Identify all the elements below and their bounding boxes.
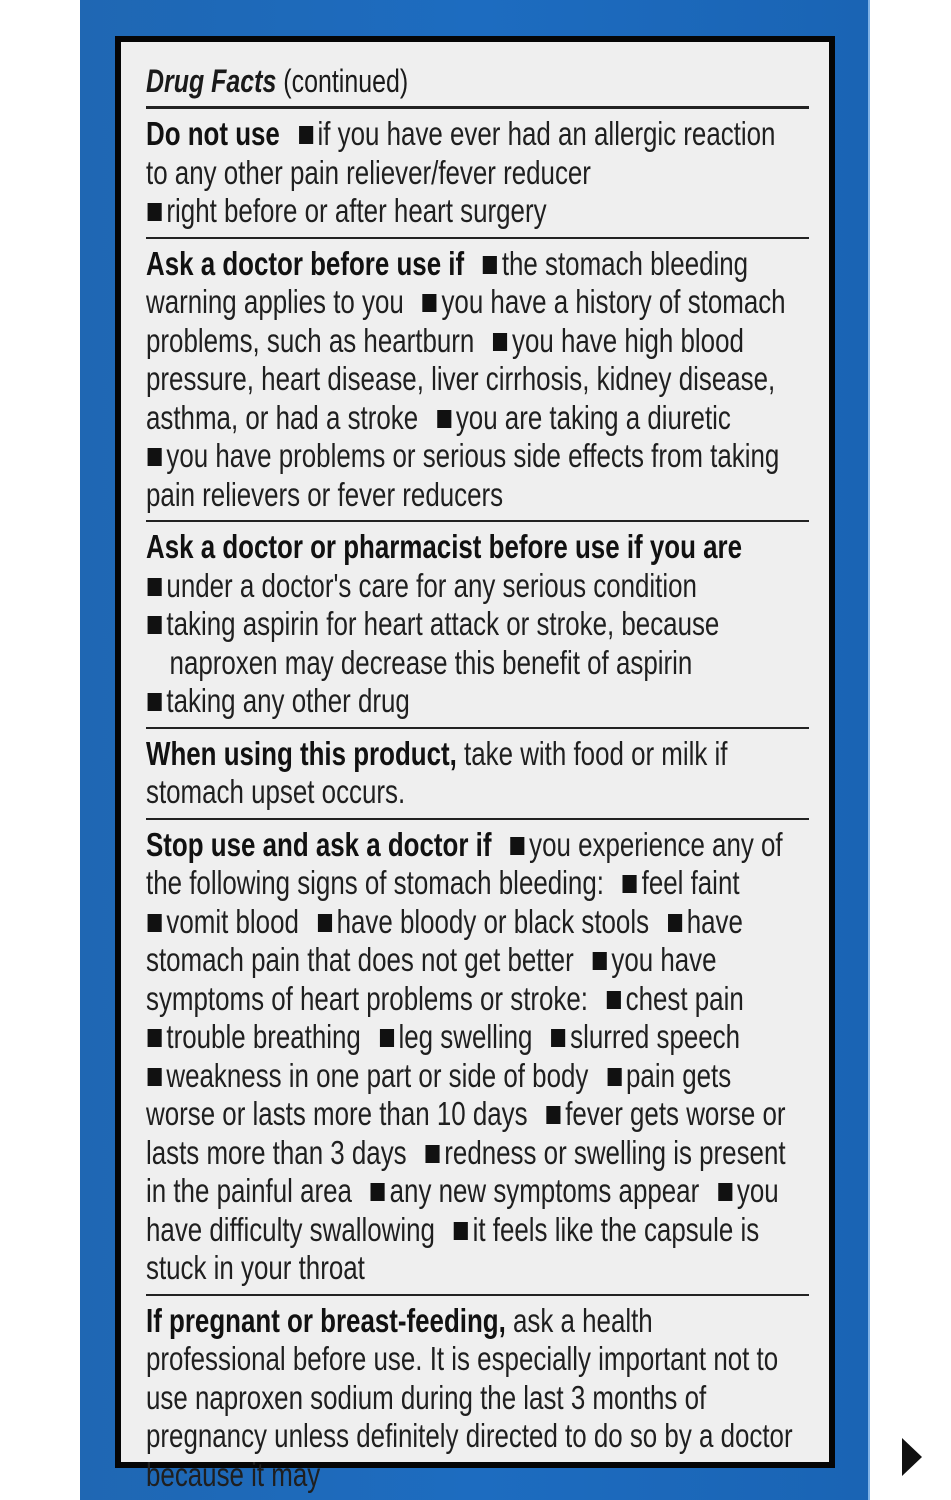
list-item: have stomach pain that does not get better [146,902,743,978]
ask-doctor-heading: Ask a doctor before use if [146,244,465,282]
bullet-icon [299,126,313,144]
bullet-icon [148,616,162,634]
bullet-icon [493,333,507,351]
bullet-icon [510,837,524,855]
list-item: under a doctor's care for any serious condition [166,566,697,604]
bullet-icon [148,693,162,711]
list-item: vomit blood [166,902,299,940]
stop-use-intro: you experience any of the following signs of stomach bleeding: [146,825,783,901]
bullet-icon [623,875,637,893]
list-item: you have symptoms of heart problems or stroke: [146,941,717,1017]
bullet-icon [668,914,682,932]
bullet-icon [483,256,497,274]
list-item: weakness in one part or side of body [166,1056,589,1094]
list-item: redness or swelling is present in the painful area [146,1133,786,1209]
list-item: you are taking a diuretic [455,398,731,436]
section-ask-doctor [146,237,809,521]
stop-use-heading: Stop use and ask a doctor if [146,825,492,863]
list-item: fever gets worse or lasts more than 3 days [146,1095,786,1171]
list-item: if you have ever had an allergic reaction to any other pain reliever/fever reducer [146,115,776,191]
list-item: have bloody or black stools [336,902,650,940]
list-item: pain gets worse or lasts more than 10 days [146,1056,732,1132]
list-item: feel faint [641,864,740,901]
list-item: taking any other drug [166,682,410,719]
list-item: you have high blood pressure, heart disease, liver cirrhosis, kidney disease, asthma, or had a stroke [146,321,776,436]
bullet-icon [593,952,607,970]
bullet-icon [380,1029,394,1047]
list-item: trouble breathing [166,1018,361,1055]
section-ask-pharmacist [146,520,809,727]
when-using-text: take with food or milk if stomach upset occurs. [146,734,728,810]
list-item-continued: naproxen may decrease this benefit of aspirin [169,643,693,681]
list-item: right before or after heart surgery [166,192,547,229]
section-do-not-use [146,106,809,237]
bullet-icon [437,410,451,428]
pregnant-text: ask a health professional before use. It is especially important not to use naproxen sodium during the last 3 months of pregnancy unless definitely directed to do so by a doctor because it may [146,1301,793,1493]
bullet-icon [148,448,162,466]
section-when-using [146,727,809,818]
list-item: chest pain [625,979,744,1017]
bullet-icon [371,1183,385,1201]
pregnant-heading: If pregnant or breast-feeding, [146,1301,506,1339]
list-item: taking aspirin for heart attack or stroke, because [166,605,720,642]
bullet-icon [607,991,621,1009]
bullet-icon [148,578,162,596]
page-margin [870,0,951,1500]
list-item: the stomach bleeding warning applies to you [146,244,749,320]
bullet-icon [318,914,332,932]
bullet-icon [425,1145,439,1163]
drug-facts-panel [115,36,835,1493]
title-continued: (continued) [283,63,409,99]
when-using-heading: When using this product, [146,734,457,772]
section-stop-use [146,818,809,1294]
title-bold: Drug Facts [146,63,277,99]
bullet-icon [718,1183,732,1201]
do-not-use-heading: Do not use [146,115,280,152]
list-item: you have difficulty swallowing [146,1172,779,1248]
bullet-icon [148,914,162,932]
bullet-icon [454,1222,468,1240]
bullet-icon [148,1029,162,1047]
list-item: any new symptoms appear [389,1172,700,1209]
continue-arrow-icon [902,1438,922,1476]
bullet-icon [546,1106,560,1124]
drug-facts-content [121,42,829,1493]
bullet-icon [423,294,437,312]
list-item: it feels like the capsule is stuck in your throat [146,1210,760,1286]
list-item: you have problems or serious side effects from taking pain relievers or fever reducers [146,437,780,513]
list-item: you have a history of stomach problems, such as heartburn [146,283,786,359]
bullet-icon [148,1068,162,1086]
list-item: leg swelling [398,1018,533,1055]
ask-pharmacist-heading: Ask a doctor or pharmacist before use if you are [146,528,742,565]
bullet-icon [148,203,162,221]
section-pregnant [146,1294,809,1500]
bullet-icon [607,1068,621,1086]
bullet-icon [551,1029,565,1047]
list-item: slurred speech [570,1018,741,1055]
drug-facts-title [146,62,663,106]
